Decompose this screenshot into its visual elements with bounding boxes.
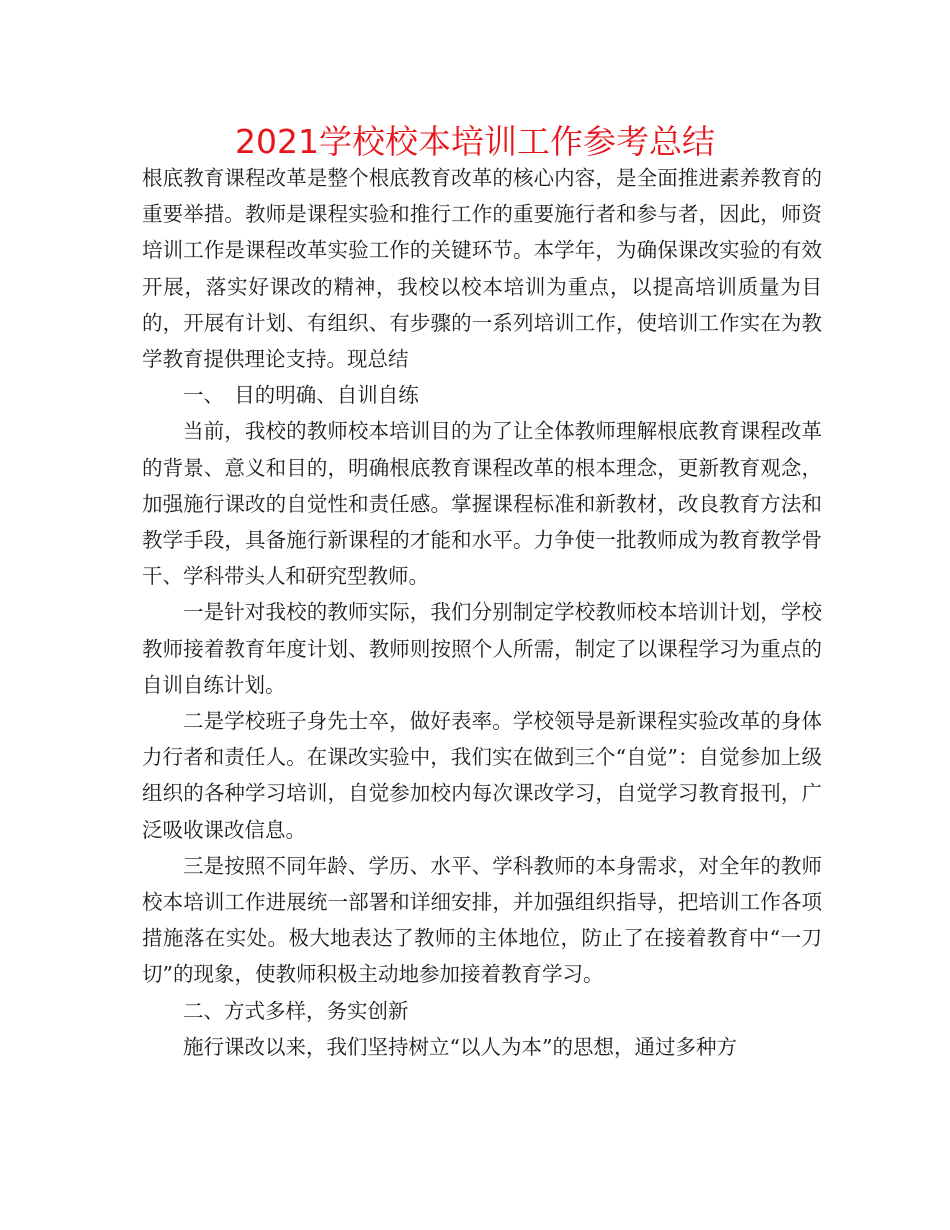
paragraph: 二是学校班子身先士卒，做好表率。学校领导是新课程实验改革的身体力行者和责任人。在课改实验中，我们实在做到三个“自觉”：自觉参加上级组织的各种学习培训，自觉参加校内每次课改学习，自觉学习教育报刊，广泛吸收课改信息。 — [142, 709, 822, 842]
paragraph: 三是按照不同年龄、学历、水平、学科教师的本身需求，对全年的教师校本培训工作进展统一部署和详细安排，并加强组织指导，把培训工作各项措施落在实处。极大地表达了教师的主体地位，防止了在接着教育中“一刀切”的现象，使教师积极主动地参加接着教育学习。 — [142, 853, 822, 987]
paragraph-intro: 根底教育课程改革是整个根底教育改革的核心内容，是全面推进素养教育的重要举措。教师是课程实验和推行工作的重要施行者和参与者，因此，师资培训工作是课程改革实验工作的关键环节。本学年，为确保课改实验的有效开展，落实好课改的精神，我校以校本培训为重点，以提高培训质量为目的，开展有计划、有组织、有步骤的一系列培训工作，使培训工作实在为教学教育提供理论支持。现总结 — [142, 166, 822, 372]
document-title: 2021学校校本培训工作参考总结 — [235, 122, 715, 161]
section-heading-2: 二、方式多样，务实创新 — [183, 998, 409, 1023]
document-body — [142, 160, 822, 1065]
section-heading-1: 一、 目的明确、自训自练 — [183, 383, 419, 408]
paragraph: 当前，我校的教师校本培训目的为了让全体教师理解根底教育课程改革的背景、意义和目的，明确根底教育课程改革的根本理念，更新教育观念，加强施行课改的自觉性和责任感。掌握课程标准和新教材，改良教育方法和教学手段，具备施行新课程的才能和水平。力争使一批教师成为教育教学骨干、学科带头人和研究型教师。 — [142, 419, 822, 589]
paragraph: 施行课改以来，我们坚持树立“以人为本”的思想，通过多种方 — [183, 1034, 737, 1059]
paragraph: 一是针对我校的教师实际，我们分别制定学校教师校本培训计划，学校教师接着教育年度计划、教师则按照个人所需，制定了以课程学习为重点的自训自练计划。 — [142, 600, 822, 697]
